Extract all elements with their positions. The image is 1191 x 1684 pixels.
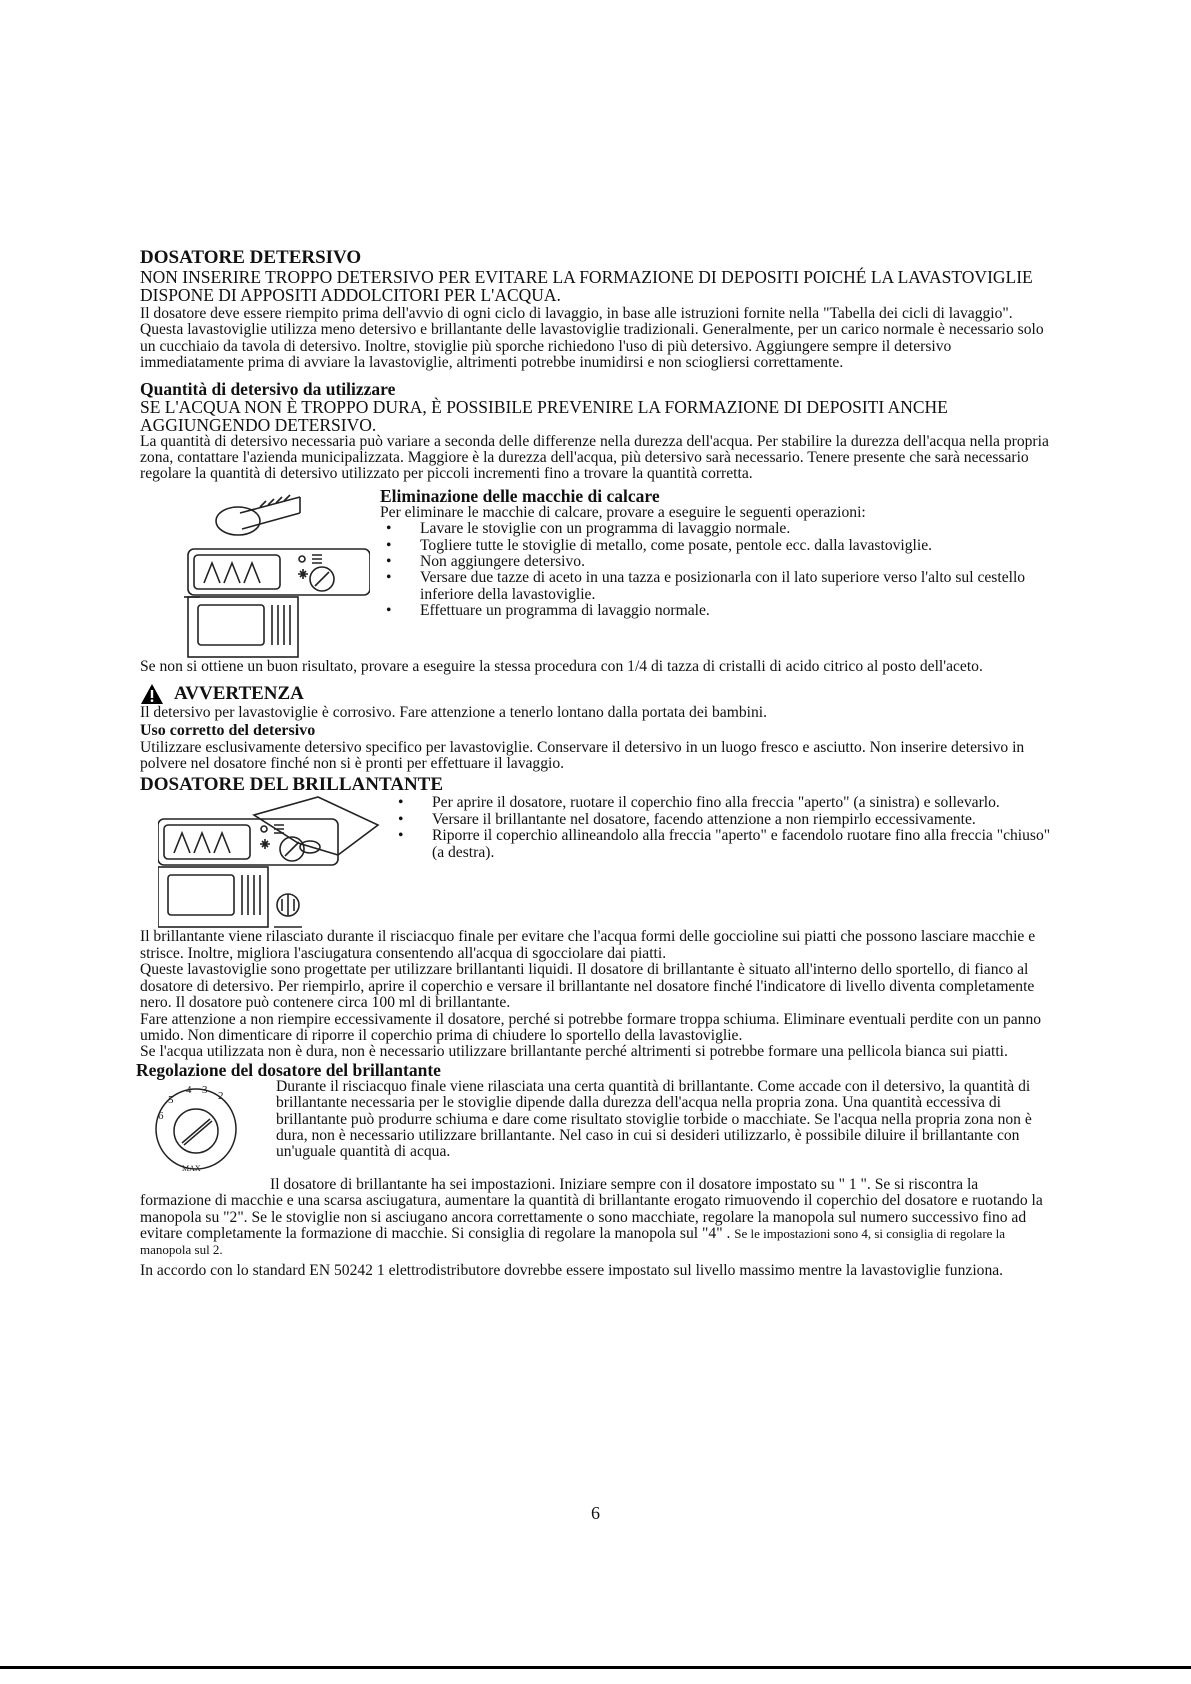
limescale-steps: [380, 521, 1052, 619]
list-item: • Effettuare un programma di lavaggio normale.: [380, 603, 1052, 619]
dial-label: 5: [168, 1093, 174, 1106]
warning-heading: [140, 683, 1052, 705]
rinse-aid-p1: Il brillantante viene rilasciato durante il risciacquo finale per evitare che l'acqua formi delle goccioline sui piatti che possono lasciare macchie e strisce. Inoltre, migliora l'asciugatura consentendo all'acqua di sgocciolare dai piatti.: [140, 928, 1036, 962]
adjustment-p2-main: Il dosatore di brillantante ha sei impostazioni. Iniziare sempre con il dosatore impostato su " 1 ". Se si riscontra la formazione di macchie e una scarsa asciugatura, aumentare la quantità di brillantante erogato rimuovendo il coperchio del dosatore e ruotando la manopola su "2". Se le stoviglie non si asciugano ancora correttamente o sono macchiate, regolare la manopola sul numero successivo fino ad evitare completamente la formazione di macchie. Si consiglia di regolare la manopola sul "4" .: [140, 1175, 1043, 1242]
document-page: [136, 247, 1052, 1279]
quantity-caps: SE L'ACQUA NON È TROPPO DURA, È POSSIBILE PREVENIRE LA FORMAZIONE DI DEPOSITI ANCHE AGGIUNGENDO DETERSIVO.: [140, 396, 948, 435]
list-item: • Versare due tazze di aceto in una tazza e posizionarla con il lato superiore verso l'alto sul cestello inferiore della lavastoviglie.: [380, 570, 1052, 603]
section-title-uso-corretto: Uso corretto del detersivo: [140, 721, 316, 739]
adjustment-p2: [140, 1177, 1052, 1259]
dial-label: 6: [158, 1109, 164, 1122]
limescale-content: [380, 487, 1052, 620]
dial-label: 4: [186, 1083, 192, 1096]
section-title-regolazione: Regolazione del dosatore del brillantante: [136, 1059, 441, 1080]
adjustment-p2-note: Se le impostazioni sono 4, si consiglia di regolare la manopola sul 2.: [140, 1225, 1006, 1258]
detergent-dispenser-illustration: [160, 487, 370, 659]
dial-label: 3: [202, 1083, 208, 1096]
bottom-rule: [0, 1666, 1191, 1669]
list-item: • Per aprire il dosatore, ruotare il coperchio fino alla freccia "aperto" (a sinistra) e sollevarlo.: [392, 795, 1052, 811]
rinse-aid-p4: Se l'acqua utilizzata non è dura, non è necessario utilizzare brillantante perché altrimenti si potrebbe formare una pellicola bianca sui piatti.: [140, 1043, 1008, 1061]
correct-use-body: Utilizzare esclusivamente detersivo specifico per lavastoviglie. Conservare il detersivo in un luogo fresco e asciutto. Non inserire detersivo in polvere nel dosatore finché non si è pronti per effettuare il lavaggio.: [140, 738, 1025, 773]
warning-icon: [140, 683, 164, 705]
rinse-aid-p2: Queste lavastoviglie sono progettate per utilizzare brillantanti liquidi. Il dosatore di brillantante è situato all'interno dello sportello, di fianco al dosatore di detersivo. Per riempirlo, aprire il coperchio e versare il brillantante nel dosatore finché l'indicatore di livello diventa completamente nero. Il dosatore può contenere circa 100 ml di brillantante.: [140, 961, 1035, 1012]
section-title-quantita: Quantità di detersivo da utilizzare: [140, 378, 396, 399]
rinse-aid-dispenser-illustration: [158, 795, 408, 945]
quantity-body: La quantità di detersivo necessaria può variare a seconda delle differenze nella durezza dell'acqua. Per stabilire la durezza dell'acqua nella propria zona, contattare l'azienda municipalizzata. Maggiore è la durezza dell'acqua, più detersivo sarà necessario. Tenere presente che sarà necessario regolare la quantità di detersivo utilizzato per piccoli incrementi fino a trovare la quantità corretta.: [140, 432, 1049, 483]
dial-label: 2: [218, 1089, 224, 1102]
section-title-brillantante: DOSATORE DEL BRILLANTANTE: [140, 774, 444, 796]
rinse-aid-block: [140, 795, 1052, 945]
dial-label: MAX: [182, 1163, 201, 1173]
list-item: • Lavare le stoviglie con un programma di lavaggio normale.: [380, 521, 1052, 537]
adjustment-p1: Durante il risciacquo finale viene rilasciata una certa quantità di brillantante. Come accade con il detersivo, la quantità di brillantante necessaria per le stoviglie dipende dalla durezza dell'acqua nella propria zona. Una quantità eccessiva di brillantante può produrre schiuma e dare come risultato stoviglie torbide o macchiate. Se l'acqua nella propria zona non è dura, non è necessario utilizzare brillantante. Nel caso in cui si desideri utilizzarlo, è possibile diluire il brillantante con un'uguale quantità di acqua.: [276, 1077, 1032, 1161]
section-title-calcare: Eliminazione delle macchie di calcare: [380, 485, 660, 506]
list-item: • Non aggiungere detersivo.: [380, 554, 1052, 570]
limescale-outro: Se non si ottiene un buon risultato, provare a eseguire la stessa procedura con 1/4 di tazza di cristalli di acido citrico al posto dell'aceto.: [140, 657, 983, 675]
adjustment-content: [276, 1079, 1052, 1161]
adjustment-block: [140, 1079, 1052, 1179]
list-item: • Togliere tutte le stoviglie di metallo, come posate, pentole ecc. dalla lavastoviglie.: [380, 538, 1052, 554]
warning-title: AVVERTENZA: [174, 683, 304, 705]
list-item: • Versare il brillantante nel dosatore, facendo attenzione a non riempirlo eccessivamente.: [392, 812, 1052, 828]
limescale-block: [140, 487, 1052, 659]
warning-body: Il detersivo per lavastoviglie è corrosivo. Fare attenzione a tenerlo lontano dalla portata dei bambini.: [140, 704, 767, 722]
limescale-intro: Per eliminare le macchie di calcare, provare a eseguire le seguenti operazioni:: [380, 503, 866, 521]
rinse-aid-content: [392, 795, 1052, 861]
list-item: • Riporre il coperchio allineandolo alla freccia "aperto" e facendolo ruotare fino alla freccia "chiuso" (a destra).: [392, 828, 1052, 861]
detergent-warning-caps: NON INSERIRE TROPPO DETERSIVO PER EVITARE LA FORMAZIONE DI DEPOSITI POICHÉ LA LAVASTOVIGLIE DISPONE DI APPOSITI ADDOLCITORI PER L'ACQUA.: [140, 267, 1033, 305]
rinse-aid-dial-illustration: [146, 1079, 258, 1179]
section-title-dosatore-detersivo: DOSATORE DETERSIVO: [140, 247, 362, 268]
rinse-aid-p3: Fare attenzione a non riempire eccessivamente il dosatore, perché si potrebbe formare troppa schiuma. Eliminare eventuali perdite con un panno umido. Non dimenticare di riporre il coperchio prima di chiudere lo sportello della lavastoviglie.: [140, 1010, 1042, 1044]
detergent-body: Il dosatore deve essere riempito prima dell'avvio di ogni ciclo di lavaggio, in base alle istruzioni fornite nella "Tabella dei cicli di lavaggio". Questa lavastoviglie utilizza meno detersivo e brillantante delle lavastoviglie tradizionali. Generalmente, per un carico normale è necessario solo un cucchiaio da tavola di detersivo. Inoltre, stoviglie più sporche richiedono l'uso di più detersivo. Aggiungere sempre il detersivo immediatamente prima di avviare la lavastoviglie, altrimenti potrebbe inumidirsi e non sciogliersi correttamente.: [140, 305, 1044, 372]
adjustment-p3: In accordo con lo standard EN 50242 1 elettrodistributore dovrebbe essere impostato sul livello massimo mentre la lavastoviglie funziona.: [140, 1261, 1004, 1279]
page-number: 6: [591, 1503, 600, 1523]
rinse-aid-steps: [392, 795, 1052, 861]
